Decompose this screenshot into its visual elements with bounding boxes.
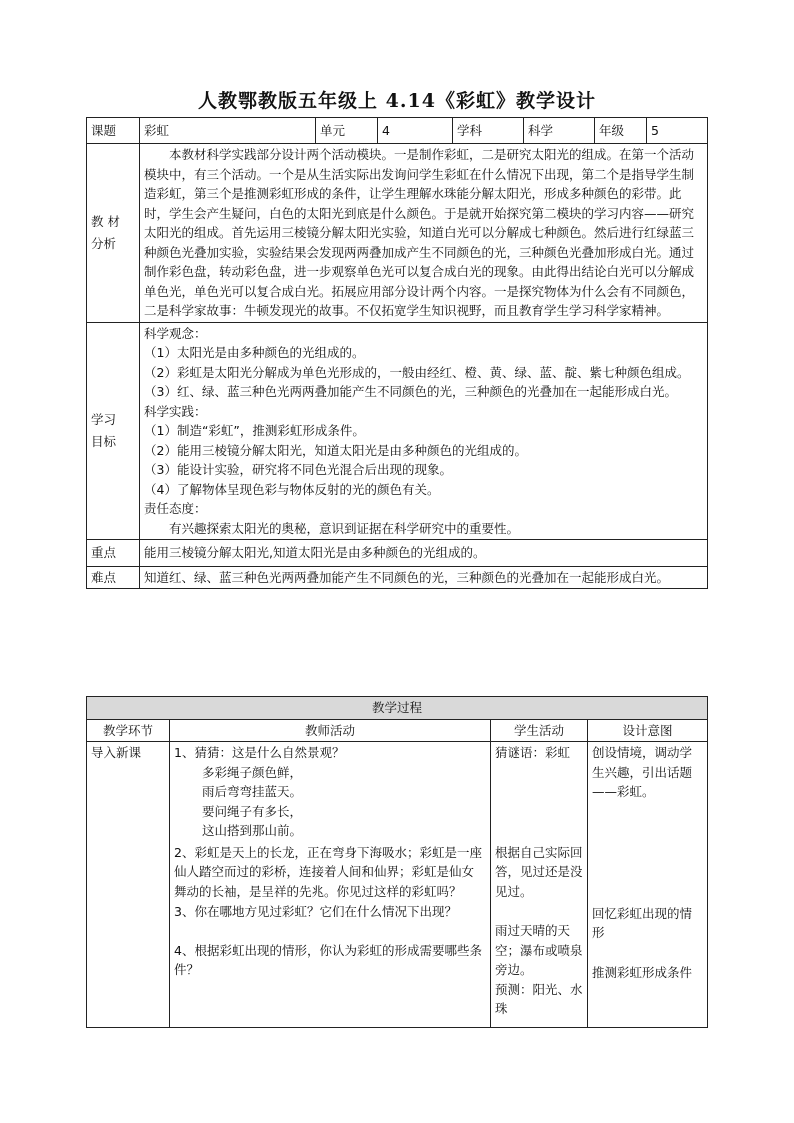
unit-value: 4	[378, 118, 453, 144]
subject-value: 科学	[524, 118, 595, 144]
student-answer-2: 根据自己实际回答，见过还是没见过。	[495, 844, 583, 899]
key-point-text: 能用三棱镜分解太阳光,知道太阳光是由多种颜色的光组成的。	[140, 540, 708, 567]
teacher-activity-cell	[170, 742, 491, 1028]
difficulty-text: 知道红、绿、蓝三种色光两两叠加能产生不同颜色的光，三种颜色的光叠加在一起能形成白光。	[140, 566, 708, 589]
process-heading-row	[87, 697, 708, 720]
design-intent-cell	[588, 742, 708, 1028]
goals-label-line2: 目标	[91, 433, 117, 449]
goals-content	[140, 322, 708, 540]
student-activity-cell	[491, 742, 588, 1028]
analysis-text: 本教材科学实践部分设计两个活动模块。一是制作彩虹，二是研究太阳光的组成。在第一个活动模块中，有三个活动。一个是从生活实际出发询问学生彩虹在什么情况下出现，第二个是指导学生制造彩虹，第三个是推测彩虹形成的条件，让学生理解水珠能分解太阳光，形成多种颜色的彩带。此时，学生会产生疑问，白色的太阳光到底是什么颜色。于是就开始探究第二模块的学习内容——研究太阳光的组成。首先运用三棱镜分解太阳光实验，知道白光可以分解成七种颜色。然后进行红绿蓝三种颜色光叠加实验，实验结果会发现两两叠加成产生不同颜色的光，三种颜色光叠加形成白光。通过制作彩色盘，转动彩色盘，进一步观察单色光可以复合成白光的现象。由此得出结论白光可以分解成单色光，单色光可以复合成白光。拓展应用部分设计两个内容。一是探究物体为什么会有不同颜色，二是科学家故事：牛顿发现光的故事。不仅拓宽学生知识视野，而且教育学生学习科学家精神。	[140, 144, 708, 323]
lesson-label: 课题	[87, 118, 140, 144]
grade-label: 年级	[595, 118, 647, 144]
column-header: 教学环节	[87, 719, 170, 742]
concept-item: （3）红、绿、蓝三种色光两两叠加能产生不同颜色的光，三种颜色的光叠加在一起能形成白光。	[144, 384, 677, 399]
riddle-line: 要问绳子有多长，	[202, 803, 303, 819]
lesson-info-table	[86, 117, 708, 589]
key-point-label: 重点	[87, 540, 140, 567]
intent-1: 创设情境，调动学生兴趣，引出话题——彩虹。	[592, 745, 693, 799]
lesson-value: 彩虹	[140, 118, 316, 144]
teacher-question-1: 1、猜猜：这是什么自然景观？	[174, 745, 345, 760]
goals-row	[87, 322, 708, 540]
process-table	[86, 696, 708, 1028]
student-answer-4: 预测：阳光、水珠	[495, 981, 583, 1016]
riddle-line: 这山搭到那山前。	[202, 823, 303, 838]
teacher-question-4: 4、根据彩虹出现的情形，你认为彩虹的形成需要哪些条件？	[174, 942, 482, 977]
analysis-row	[87, 144, 708, 323]
column-header: 设计意图	[588, 719, 708, 742]
student-answer-3: 雨过天晴的天空；瀑布或喷泉旁边。	[495, 923, 583, 977]
intent-4: 推测彩虹形成条件	[592, 964, 693, 980]
difficulty-label: 难点	[87, 566, 140, 589]
concept-title: 科学观念：	[144, 325, 207, 341]
difficulty-row	[87, 566, 708, 589]
unit-label: 单元	[316, 118, 378, 144]
goals-label-line1: 学习	[91, 411, 117, 427]
page-title: 人教鄂教版五年级上 4.14《彩虹》教学设计	[198, 90, 596, 112]
column-header: 教师活动	[170, 719, 491, 742]
info-row	[87, 118, 708, 144]
practice-title: 科学实践：	[144, 403, 207, 419]
stage-cell: 导入新课	[87, 742, 170, 1028]
analysis-label	[87, 144, 140, 323]
practice-item: （4）了解物体呈现色彩与物体反射的光的颜色有关。	[144, 481, 440, 497]
riddle-line: 多彩绳子颜色鲜，	[202, 764, 303, 780]
process-row	[87, 742, 708, 1028]
practice-item: （2）能用三棱镜分解太阳光，知道太阳光是由多种颜色的光组成的。	[144, 442, 527, 458]
student-answer-1: 猜谜语：彩虹	[495, 745, 571, 760]
analysis-label-line2: 分析	[91, 235, 117, 251]
process-heading: 教学过程	[87, 697, 708, 720]
goals-label	[87, 322, 140, 540]
practice-item: （3）能设计实验，研究将不同色光混合后出现的现象。	[144, 462, 452, 477]
analysis-label-line1: 教 材	[91, 213, 120, 229]
attitude-title: 责任态度：	[144, 501, 207, 516]
grade-value: 5	[647, 118, 708, 144]
concept-item: （1）太阳光是由多种颜色的光组成的。	[144, 345, 365, 360]
column-header: 学生活动	[491, 719, 588, 742]
subject-label: 学科	[453, 118, 524, 144]
concept-item: （2）彩虹是太阳光分解成为单色光形成的，一般由经红、橙、黄、绿、蓝、靛、紫七种颜色组成。	[144, 364, 690, 380]
teacher-question-2: 2、彩虹是天上的长龙，正在弯身下海吸水；彩虹是一座仙人踏空而过的彩桥，连接着人间和仙界；彩虹是仙女舞动的长袖，是呈祥的先兆。你见过这样的彩虹吗？	[174, 844, 482, 899]
attitude-text: 有兴趣探索太阳光的奥秘，意识到证据在科学研究中的重要性。	[169, 520, 520, 536]
teacher-question-3: 3、你在哪地方见过彩虹？它们在什么情况下出现？	[174, 904, 457, 919]
key-point-row	[87, 540, 708, 567]
riddle-line: 雨后弯弯挂蓝天。	[202, 784, 303, 799]
process-column-headers	[87, 719, 708, 742]
intent-3: 回忆彩虹出现的情形	[592, 905, 693, 940]
practice-item: （1）制造“彩虹”，推测彩虹形成条件。	[144, 423, 365, 438]
